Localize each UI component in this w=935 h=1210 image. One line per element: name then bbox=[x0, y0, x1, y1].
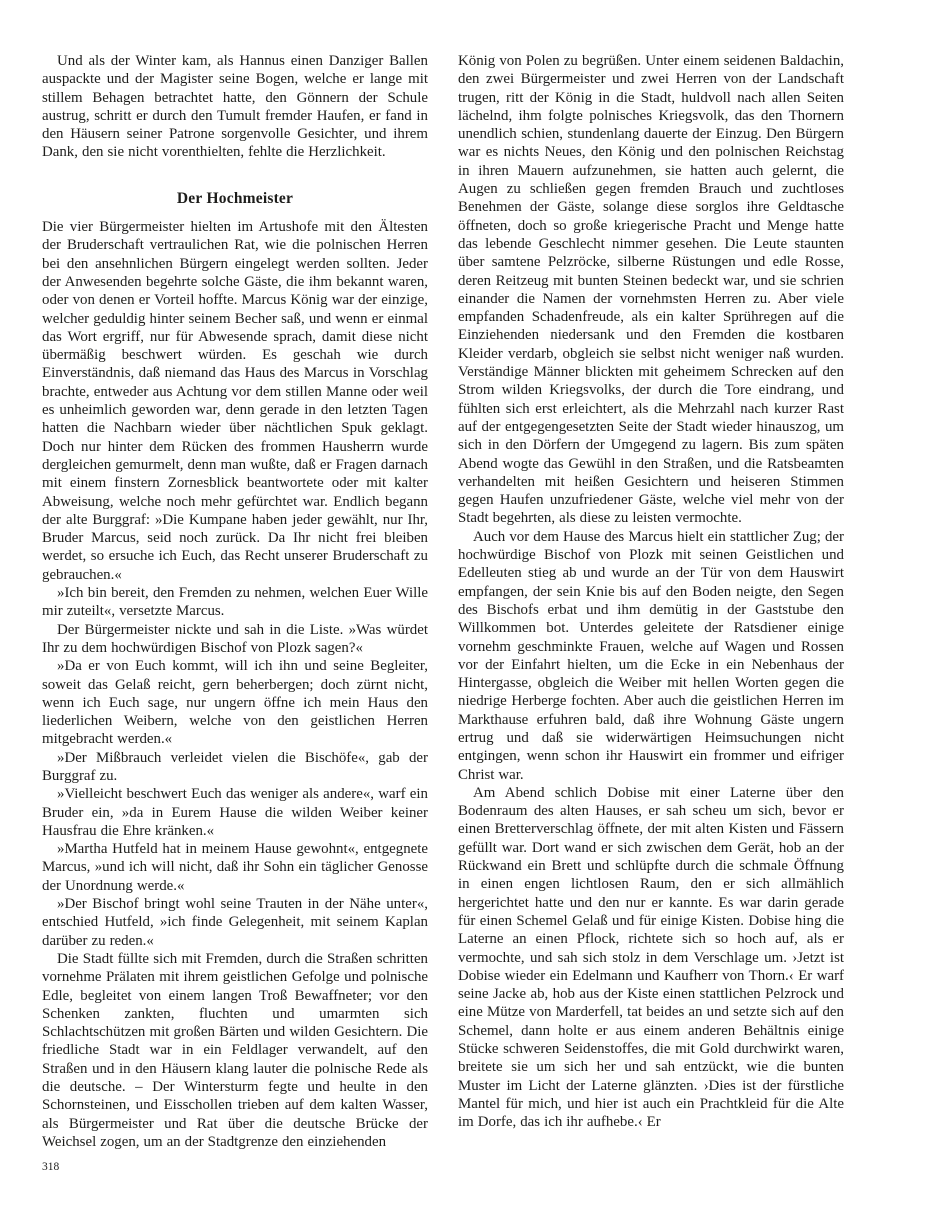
paragraph: »Vielleicht beschwert Euch das weniger als andere«, warf ein Bruder ein, »da in Eurem Hause die wilden Weiber keiner Hausfrau die Ehre kränken.« bbox=[42, 786, 428, 839]
paragraph: »Der Bischof bringt wohl seine Trauten in der Nähe unter«, entschied Hutfeld, »ich finde Gelegenheit, mit seinem Kaplan darüber zu reden.« bbox=[42, 896, 428, 949]
paragraph: »Der Mißbrauch verleidet vielen die Bischöfe«, gab der Burggraf zu. bbox=[42, 749, 428, 784]
right-text-column bbox=[458, 52, 844, 1152]
paragraph: Die vier Bürgermeister hielten im Artushofe mit den Ältesten der Bruderschaft vertraulichen Rat, wie die polnischen Herren bei den ansehnlichen Bürgern eingelegt werden sollten. Jeder der Anwesenden begehrte solche Gäste, die ihm bekannt waren, oder von denen er Vorteil hoffte. Marcus König war der einzige, welcher geduldig hinter seinem Becher saß, und wenn er einmal das Wort ergriff, nur für Abwesende sprach, damit diese nicht übermäßig beschwert würden. Es geschah wie durch Einverständnis, daß niemand das Haus des Marcus in Vorschlag brachte, entweder aus Achtung vor dem stillen Manne oder weil es unheimlich geworden war, denn gerade in den letzten Tagen hatten die Nachbarn wieder über nächtlichen Spuk geklagt. Doch nur hinter dem Rücken des frommen Hausherrn wurde dergleichen gemurmelt, denn man wußte, daß er Fragen darnach mit einem finstern Zornesblick beantwortete oder mit kalter Abweisung, welche noch mehr gefürchtet war. Endlich begann der alte Burggraf: »Die Kumpane haben jeder gewählt, nur Ihr, Bruder Marcus, seid noch zurück. Da Ihr nicht frei bleiben werdet, so ersuche ich Euch, das Recht unserer Bruderschaft zu gebrauchen.« bbox=[42, 219, 428, 583]
left-text-column bbox=[42, 52, 428, 1152]
paragraph: Am Abend schlich Dobise mit einer Laterne über den Bodenraum des alten Hauses, er sah scheu um sich, bevor er einen Bretterverschlag öffnete, der mit alten Kisten und Fässern gefüllt war. Dort wand er sich zwischen dem Gerät, hob an der Rückwand ein Brett und schlüpfte durch die schmale Öffnung in einen engen lichtlosen Raum, den er sich allmählich hergerichtet hatte und den nur er kannte. Es war darin gerade für einen Schemel Gelaß und für einige Kisten. Dobise hing die Laterne an einen Pflock, richtete sich so hoch auf, als er vermochte, und sah sich stolz in dem Verschlage um. ›Jetzt ist Dobise wieder ein Edelmann und Kaufherr von Thorn.‹ Er warf seine Jacke ab, hob aus der Kiste einen stattlichen Pelzrock und eine Mütze von Marderfell, tat beides an und setzte sich auf den Schemel, dann holte er aus einem anderen Behältnis einige Stücke schweren Seidenstoffes, die mit Gold durchwirkt waren, breitete sie um sich her und sah entzückt, wie die bunten Muster im Licht der Laterne glänzten. ›Dies ist der fürstliche Mantel für mich, und hier ist auch ein Prachtkleid für die Alte im Dorfe, das ich ihr aufhebe.‹ Er bbox=[458, 784, 844, 1131]
paragraph: Die Stadt füllte sich mit Fremden, durch die Straßen schritten vornehme Prälaten mit ihrem geistlichen Gefolge und polnische Edle, begleitet von einem langen Troß Bewaffneter; vor den Schenken zankten, fluchten und umarmten sich Schlachtschützen mit großen Bärten und wilden Gesichtern. Die friedliche Stadt war in ein Feldlager verwandelt, auf den Straßen und in den Häusern klang lauter die polnische Rede als die deutsche. – Der Wintersturm fegte und heulte in den Schornsteinen, und Eisschollen trieben auf dem kalten Wasser, als Bürgermeister und Rat über die deutsche Brücke der Weichsel zogen, um an der Stadtgrenze den einziehenden bbox=[42, 950, 428, 1150]
paragraph: »Martha Hutfeld hat in meinem Hause gewohnt«, entgegnete Marcus, »und ich will nicht, daß ihr Sohn ein täglicher Genosse der Unordnung werde.« bbox=[42, 841, 428, 894]
paragraph: Der Bürgermeister nickte und sah in die Liste. »Was würdet Ihr zu dem hochwürdigen Bischof von Plozk sagen?« bbox=[42, 621, 428, 656]
paragraph: »Ich bin bereit, den Fremden zu nehmen, welchen Euer Wille mir zuteilt«, versetzte Marcus. bbox=[42, 585, 428, 620]
paragraph: Auch vor dem Hause des Marcus hielt ein stattlicher Zug; der hochwürdige Bischof von Plozk mit seinen Geistlichen und Edelleuten stieg ab und wurde an der Tür von dem Hauswirt empfangen, der sein Knie bis auf den Boden neigte, den Segen des Bischofs erbat und ihm demütig in der Gaststube den Willkommen bot. Unterdes geleitete der Ratsdiener einige vornehm geschminkte Frauen, welche auf Wagen und Rossen vor der Einfahrt hielten, um die Ecke in ein Nebenhaus der Hintergasse, obgleich die Weiber mit hellen Worten gegen die niedrige Herberge fochten. Aber auch die geistlichen Herren im Markthause erfuhren bald, daß ihre Wohnung Gäste ungern ertrug und daß sie widerwärtigen Heimsuchungen nicht entgingen, wenn schon ihr Hauswirt ein frommer und eifriger Christ war. bbox=[458, 528, 844, 783]
intro-paragraph: Und als der Winter kam, als Hannus einen Danziger Ballen auspackte und der Magister seine Bogen, welche er lange mit stillem Behagen betrachtet hatte, den Gönnern der Schule austrug, schritt er durch den Tumult fremder Haufen, er fand in den Häusern seiner Patrone sorgenvolle Gesichter, und ihrem Dank, den sie nicht vorenthielten, fehlte die Herzlichkeit. bbox=[42, 53, 428, 161]
paragraph: »Da er von Euch kommt, will ich ihn und seine Begleiter, soweit das Gelaß reicht, gern beherbergen; doch zürnt nicht, wenn ich Euch sage, nur ungern öffne ich mein Haus den liederlichen Weibern, welche von den geistlichen Herren mitgebracht werden.« bbox=[42, 658, 428, 748]
paragraph: König von Polen zu begrüßen. Unter einem seidenen Baldachin, den zwei Bürgermeister und zwei Herren von der Landschaft trugen, ritt der König in die Stadt, huldvoll nach allen Seiten lächelnd, ihm folgte polnisches Kriegsvolk, das den Thornern unendlich schien, stundenlang dauerte der Einzug. Den Bürgern war es nichts Neues, den König und den polnischen Reichstag in ihren Mauern aufzunehmen, sie hatten auch gelernt, die Augen zu schließen gegen fremden Brauch und zuchtloses Benehmen der Gäste, solange diese sorglos ihre Geldtasche öffneten, doch so große kriegerische Pracht und Menge hatte das lebende Geschlecht nimmer gesehen. Die Leute staunten über samtene Pelzröcke, silberne Rüstungen und edle Rosse, deren Reitzeug mit bunten Steinen bedeckt war, und sie schrien einander die Namen der vornehmsten Herren zu. Aber viele empfanden Schadenfreude, als ein kalter Sprühregen auf die Einziehenden niedersank und den Fremden die kostbaren Kleider verdarb, obgleich sie selbst nicht weniger naß wurden. Verständige Männer blickten mit geheimem Schrecken auf den Strom wilden Kriegsvolks, der durch die Tore eindrang, und fühlten sich erst erleichtert, als die Mehrzahl nach kurzer Rast auf der entgegengesetzten Seite der Stadt wieder hinauszog, um sich in den Dörfern der Umgegend zu lagern. Bis zum späten Abend wogte das Gewühl in den Straßen, und die Ratsbeamten verhandelten mit heißen Gesichtern und heiseren Stimmen gegen Haufen unzufriedener Gäste, welche viel mehr von der Stadt begehrten, als diese zu leisten vermochte. bbox=[458, 53, 844, 527]
chapter-heading: Der Hochmeister bbox=[176, 189, 294, 207]
page-number: 318 bbox=[42, 1161, 60, 1173]
